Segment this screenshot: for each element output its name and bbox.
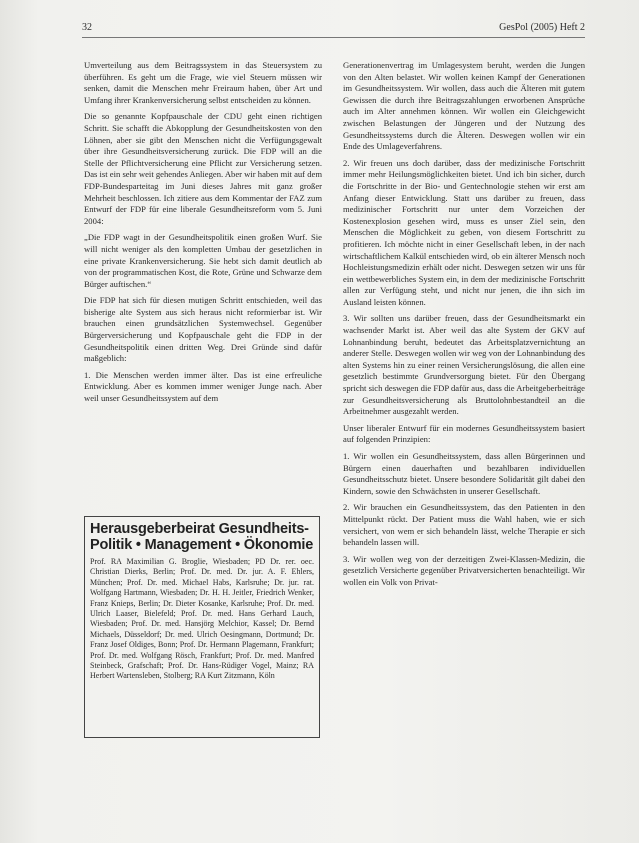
paragraph: Die FDP hat sich für diesen mutigen Schritt entschieden, weil das bisherige alte System aus sich heraus nicht reformierbar ist. Wir brauchen einen grundsätzlichen Systemwechsel. Gegenüber Bürgerversicherung und Kopfpauschale geht die FDP in der Gesundheitspolitik einen dritten Weg. Drei Gründe sind dafür maßgeblich: <box>84 295 322 364</box>
page-number: 32 <box>82 22 92 33</box>
paragraph: 1. Die Menschen werden immer älter. Das ist eine erfreuliche Entwicklung. Aber es kommen immer weniger Junge nach. Aber weil unser Gesundheitssystem auf dem <box>84 369 322 404</box>
advisory-board-title: Herausgeberbeirat Gesundheits-Politik • Management • Ökonomie <box>90 521 314 553</box>
paragraph: 1. Wir wollen ein Gesundheitssystem, dass allen Bürgerinnen und Bürgern einen dauerhaften und bezahlbaren individuellen Gesundheitsschutz bietet. Unsere besondere Solidarität gilt dabei den Kindern, sowie den Schwächsten in unserer Gesellschaft. <box>343 451 585 496</box>
advisory-board-members: Prof. RA Maximilian G. Broglie, Wiesbaden; PD Dr. rer. oec. Christian Dierks, Berlin; Prof. Dr. med. Dr. jur. A. F. Ehlers, München; Prof. Dr. med. Michael Habs, Karlsruhe; Dr. jur. rat. Wolfgang Hartmann, Wiesbaden; Dr. H. H. Jeitler, Friedrich Wenker, Franz Knieps, Berlin; Dr. Dieter Kosanke, Karlsruhe; Prof. Dr. med. Ulrich Laaser, Bielefeld; Prof. Dr. med. Hans Gerhard Lauch, Wiesbaden; Prof. Dr. med. Hansjörg Melchior, Kassel; Dr. Bernd Michaels, Düsseldorf; Dr. med. Ulrich Oesingmann, Dortmund; Dr. Franz Josef Oldiges, Bonn; Prof. Dr. Hermann Plagemann, Frankfurt; Prof. Dr. med. Wolfgang Rösch, Frankfurt; Prof. Dr. med. Manfred Steinbeck, Grafschaft; Prof. Dr. Hans-Rüdiger Vogel, Mainz; RA Herbert Wartensleben, Stolberg; RA Kurt Zitzmann, Köln <box>90 557 314 681</box>
journal-reference: GesPol (2005) Heft 2 <box>499 22 585 33</box>
header-rule <box>82 37 585 38</box>
paragraph: Generationenvertrag im Umlagesystem beruht, werden die Jungen von den Alten belastet. Wir wollen keinen Kampf der Generationen im Gesundheitssystem. Wir wollen, dass auch die Älteren mit gutem Gewissen die durch ihre Beitragszahlungen erworbenen Ansprüche auch im Alter annehmen können. Wir wollen ein Gleichgewicht zwischen Belastungen der Jüngeren und der Nutzung des Gesundheitssystems durch die Älteren. Deswegen wollen wir ein Ende des Umlageverfahrens. <box>343 60 585 152</box>
paragraph: Die so genannte Kopfpauschale der CDU geht einen richtigen Schritt. Sie schafft die Abkopplung der Gesundheitskosten von den Löhnen, aber sie gibt den Menschen nicht die Verfügungsgewalt über ihre Gesundheitsversicherung zurück. Die FDP will an die Stelle der Pflichtversicherung eine Pflicht zur Versicherung setzen. Das ist ein sehr weit gehendes Anliegen. Aber wir haben mit auf dem FDP-Bundesparteitag im Juni dieses Jahres mit ganz großer Mehrheit beschlossen. Ich zitiere aus dem Kommentar der FAZ zum Entwurf der FDP für eine liberale Gesundheitsreform vom 5. Juni 2004: <box>84 111 322 226</box>
paragraph: 3. Wir wollen weg von der derzeitigen Zwei-Klassen-Medizin, die gesetzlich Versicherte gegenüber Privatversicherten benachteiligt. Wir wollen ein Volk von Privat- <box>343 553 585 587</box>
quote-paragraph: „Die FDP wagt in der Gesundheitspolitik einen großen Wurf. Sie will nicht weniger als den kompletten Umbau der gesetzlichen in eine private Krankenversicherung. Sie hebt sich damit deutlich ab von der programmatischen Kost, die Rote, Grüne und Schwarze dem Bürger auftischen.“ <box>84 232 322 289</box>
advisory-board-box <box>84 516 320 738</box>
paragraph: Umverteilung aus dem Beitragssystem in das Steuersystem zu überführen. Es geht um die Frage, wie viel Steuern müssen wir senken, damit die Menschen mehr Freiraum haben, über Art und Umfang ihrer Krankenversicherung selbst entscheiden zu können. <box>84 60 322 105</box>
paragraph: 2. Wir freuen uns doch darüber, dass der medizinische Fortschritt immer mehr Heilungsmöglichkeiten bietet. Und ich bin sicher, durch die Fortschritte in der Bio- und Gentechnologie stehen wir erst am Anfang dieser Entwicklung. Statt uns darüber zu freuen, dass medizinischer Fortschritt nur unter dem Vorzeichen der Kostenexplosion gesehen wird, muss es unser Ziel sein, den Menschen die Möglichkeit zu geben, von diesem Fortschritt zu profitieren. Ich möchte nicht in einer Gesellschaft leben, in der nach wirtschaftlichem Kalkül entschieden wird, ob ein älterer Mensch noch Hochleistungsmedizin erhält oder nicht. Deswegen setzen wir uns für ein wettbewerbliches System ein, in dem der medizinische Fortschritt allen zur Verfügung steht, und nicht nur jenen, die ihn sich im Ausland leisten können. <box>343 157 585 307</box>
paragraph: 2. Wir brauchen ein Gesundheitssystem, das den Patienten in den Mittelpunkt rückt. Der Patient muss die Wahl haben, wie er sich versichert, von wem er sich behandeln lässt, welche Therapie er sich behandeln lassen will. <box>343 502 585 548</box>
right-column <box>343 60 585 594</box>
left-column <box>84 60 322 410</box>
paragraph: 3. Wir sollten uns darüber freuen, dass der Gesundheitsmarkt ein wachsender Markt ist. Aber weil das alte System der GKV auf Lohnanbindung beruht, bedeutet das Arbeitsplatzvernichtung an anderer Stelle. Deswegen wollen wir weg von der Lohnanbindung des alten Systems hin zu einer reinen Versicherungslösung, die allen eine gesetzlich bestimmte Grundversorgung bietet. Für den Übergang spricht sich deswegen die FDP dafür aus, dass die Arbeitgeberbeiträge zur Gesundheitsversicherung als Bruttolohnbestandteil an die Arbeitnehmer ausgezahlt werden. <box>343 313 585 417</box>
paragraph: Unser liberaler Entwurf für ein modernes Gesundheitssystem basiert auf folgenden Prinzipien: <box>343 422 585 445</box>
